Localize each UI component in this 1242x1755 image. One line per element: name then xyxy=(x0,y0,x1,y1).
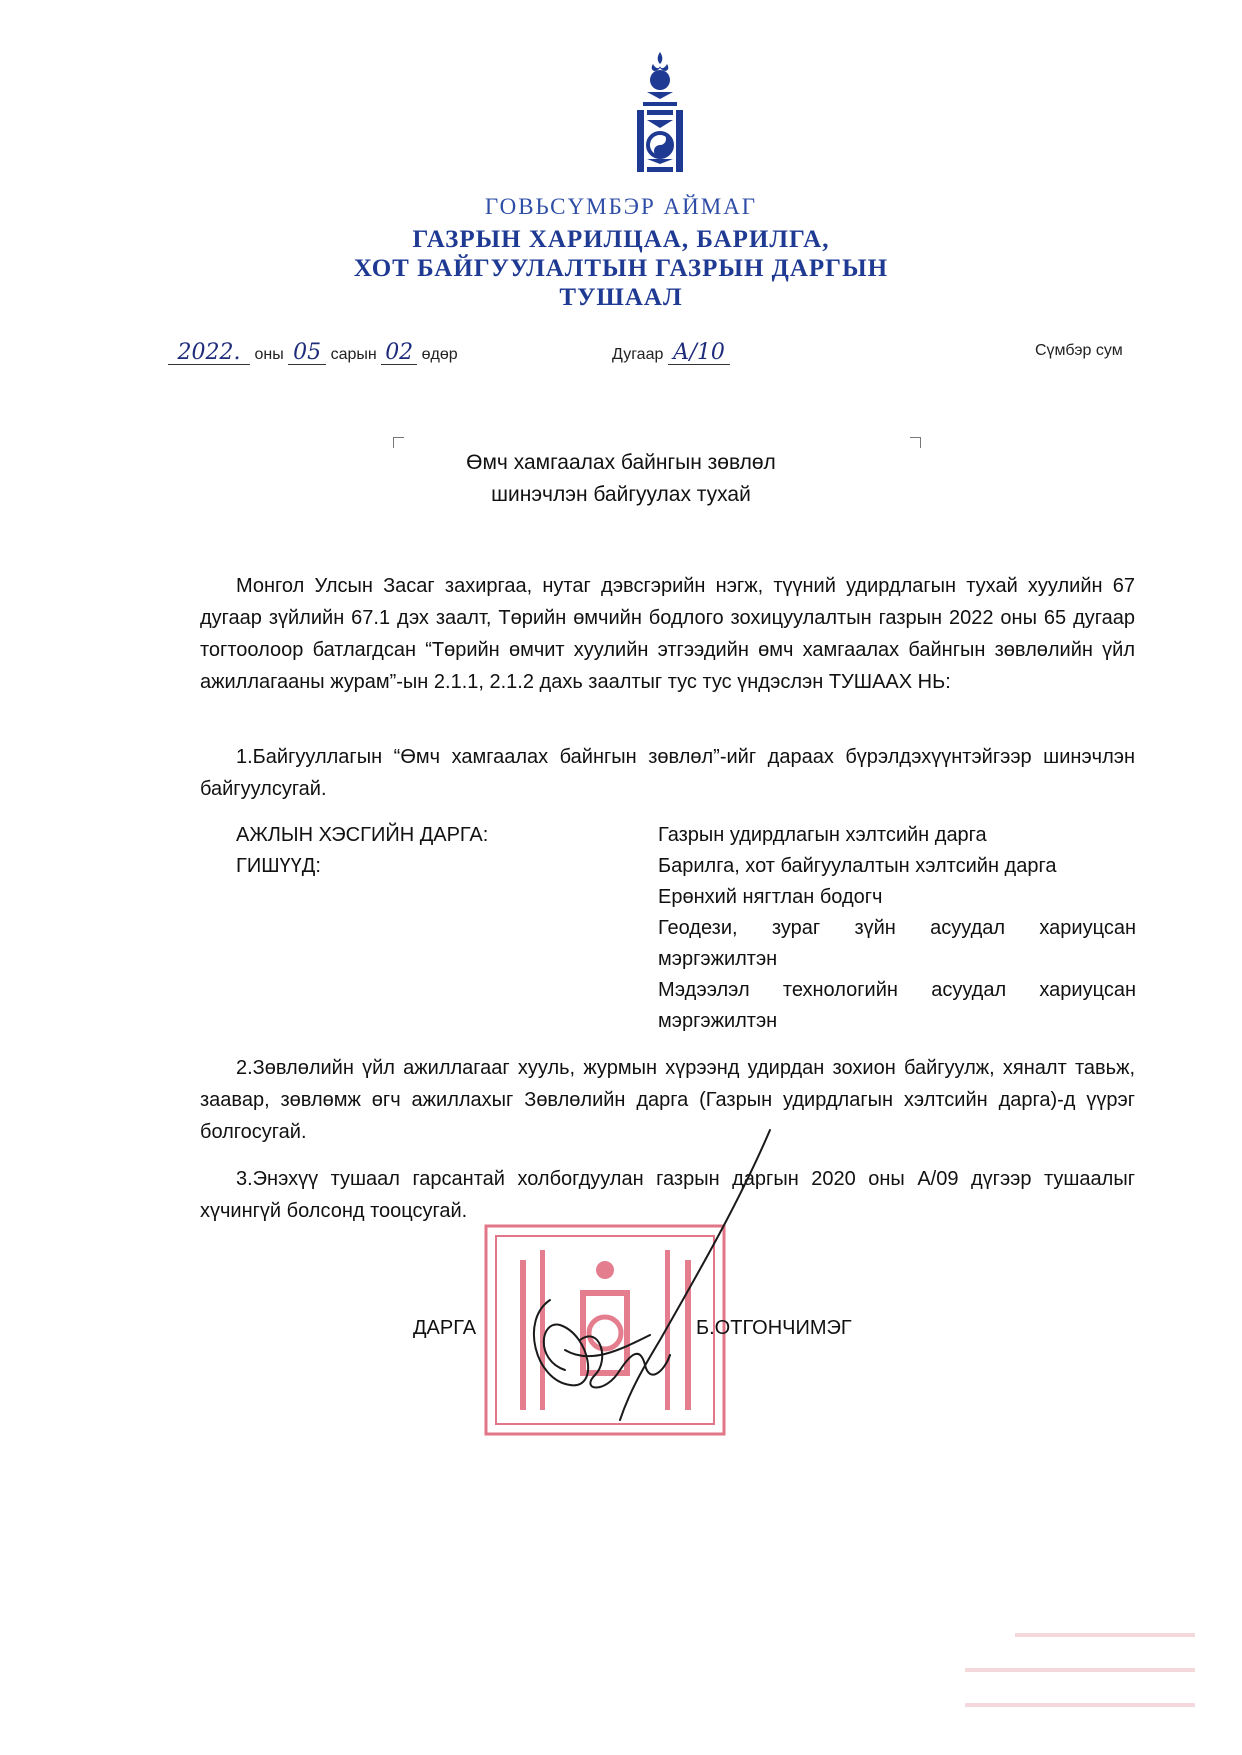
month-label: сарын xyxy=(330,346,377,363)
member-item: Геодези, зураг зүйн асуудал хариуцсан мэргэжилтэн xyxy=(658,917,1136,970)
aimag-name: ГОВЬСҮМБЭР АЙМАГ xyxy=(484,194,758,219)
day-label: өдөр xyxy=(421,346,458,363)
place: Сүмбэр сум xyxy=(1035,342,1123,359)
year-value: 2022. xyxy=(168,342,250,365)
organization-name xyxy=(0,225,1242,312)
preamble-paragraph: Монгол Улсын Засаг захиргаа, нутаг дэвсгэрийн нэгж, түүний удирдлагын тухай хуулийн 67 дугаар зүйлийн 67.1 дэх заалт, Төрийн өмчийн бодлого зохицуулалтын газрын 2022 оны 65 дугаар тогтоолоор батлагдсан “Төрийн өмчит хуулийн этгээдийн өмч хамгаалах байнгын зөвлөлийн үйл ажиллагааны журам”-ын 2.1.1, 2.1.2 дахь заалтыг тус тус үндэслэн ТУШААХ НЬ: xyxy=(200,575,1135,693)
soyombo-emblem-icon xyxy=(625,50,695,180)
member-item: Ерөнхий нягтлан бодогч xyxy=(658,886,883,908)
subject-line-1: Өмч хамгаалах байнгын зөвлөл xyxy=(466,451,776,474)
org-line-2: ХОТ БАЙГУУЛАЛТЫН ГАЗРЫН ДАРГЫН xyxy=(353,255,889,282)
subject-line-2: шинэчлэн байгуулах тухай xyxy=(491,483,751,506)
document-type: ТУШААЛ xyxy=(559,284,683,311)
member-item: Мэдээлэл технологийн асуудал хариуцсан мэргэжилтэн xyxy=(658,979,1136,1032)
number-value: А/10 xyxy=(668,342,730,365)
item-1-paragraph: 1.Байгууллагын “Өмч хамгаалах байнгын зөвлөл”-ийг дараах бүрэлдэхүүнтэйгээр шинэчлэн байгуулсугай. xyxy=(200,746,1135,800)
chair-label: АЖЛЫН ХЭСГИЙН ДАРГА: xyxy=(236,824,489,846)
year-label: оны xyxy=(254,346,284,363)
document-subject xyxy=(0,447,1242,511)
number-line xyxy=(612,342,730,365)
red-seal-stamp-icon xyxy=(480,1220,730,1440)
org-line-1: ГАЗРЫН ХАРИЛЦАА, БАРИЛГА, xyxy=(412,226,830,253)
bleed-through-marks xyxy=(955,1625,1205,1735)
signatory-name: Б.ОТГОНЧИМЭГ xyxy=(696,1317,852,1339)
signatory-title: ДАРГА xyxy=(413,1317,477,1339)
chair-value: Газрын удирдлагын хэлтсийн дарга xyxy=(658,824,987,846)
month-value: 05 xyxy=(288,342,326,365)
number-label: Дугаар xyxy=(612,346,664,363)
item-2-paragraph: 2.Зөвлөлийн үйл ажиллагааг хууль, журмын хүрээнд удирдан зохион байгуулж, хяналт тавьж, заавар, зөвлөмж өгч ажиллахыг Зөвлөлийн дарга (Газрын удирдлагын хэлтсийн дарга)-д үүрэг болгосугай. xyxy=(200,1057,1135,1143)
members-label: ГИШҮҮД: xyxy=(236,855,321,877)
member-item: Барилга, хот байгуулалтын хэлтсийн дарга xyxy=(658,855,1057,877)
item-3-paragraph: 3.Энэхүү тушаал гарсантай холбогдуулан газрын даргын 2020 оны А/09 дүгээр тушаалыг хүчингүй болсонд тооцсугай. xyxy=(200,1168,1135,1222)
day-value: 02 xyxy=(381,342,417,365)
date-line xyxy=(168,342,458,365)
